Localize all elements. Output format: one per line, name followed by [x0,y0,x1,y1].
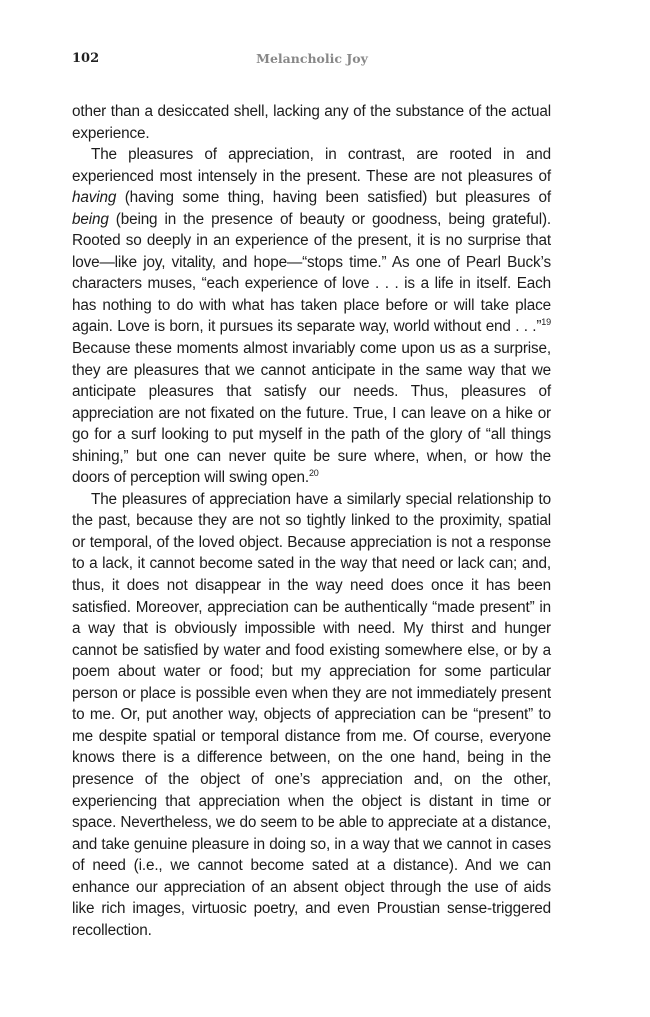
emphasis-having: having [72,189,117,207]
paragraph-text: (being in the presence of beauty or goodness, being grateful). Rooted so deeply in an experience of the present, it is no surprise that love—like joy, vitality, and hope—“stops time.” As one of Pearl Buck’s characters muses, “each experience of love . . . is a life in itself. Each has nothing to do with what has taken place before or will take place again. Love is born, it pursues its separate way, world without end . . .” [72,210,551,336]
paragraph-text: Because these moments almost invariably come upon us as a surprise, they are pleasures that we cannot anticipate in the same way that we anticipate pleasures that satisfy our needs. Thus, pleasures of appreciation are not fixated on the future. True, I can leave on a hike or go for a surf looking to put myself in the path of the glory of “all things shining,” but one can never quite be sure where, when, or how the doors of perception will swing open. [72,340,551,487]
paragraph-text: The pleasures of appreciation, in contrast, are rooted in and experienced most intensely in the present. These are not pleasures of [72,146,551,185]
emphasis-being: being [72,210,109,228]
paragraph-text: other than a desiccated shell, lacking any of the substance of the actual experience. [72,103,551,142]
running-head: Melancholic Joy [256,51,368,66]
footnote-ref: 20 [308,468,319,479]
paragraph [72,144,551,489]
body-text [72,101,551,941]
paragraph [72,101,551,144]
paragraph-text: (having some thing, having been satisfied) but pleasures of [116,189,551,207]
footnote-ref: 19 [541,317,551,328]
paragraph [72,489,551,941]
paragraph-text: The pleasures of appreciation have a similarly special relationship to the past, because they are not so tightly linked to the proximity, spatial or temporal, of the loved object. Because appreciation is not a response to a lack, it cannot become sated in the way that need or lack can; and, thus, it does not disappear in the way need does once it has been satisfied. Moreover, appreciation can be authentically “made present” in a way that is obviously impossible with need. My thirst and hunger cannot be satisfied by water and food existing somewhere else, or by a poem about water or food; but my appreciation for some particular person or place is possible even when they are not immediately present to me. Or, put another way, objects of appreciation can be “present” to me despite spatial or temporal distance from me. Of course, everyone knows there is a difference between, on the one hand, being in the presence of the object of one’s appreciation and, on the other, experiencing that appreciation when the object is distant in time or space. Nevertheless, we do seem to be able to appreciate at a distance, and take genuine pleasure in doing so, in a way that we cannot in cases of need (i.e., we cannot become sated at a distance). And we can enhance our appreciation of an absent object through the use of aids like rich images, virtuosic poetry, and even Proustian sense-triggered recollection. [72,490,551,939]
page-number: 102 [72,51,100,66]
page-header [72,51,552,71]
